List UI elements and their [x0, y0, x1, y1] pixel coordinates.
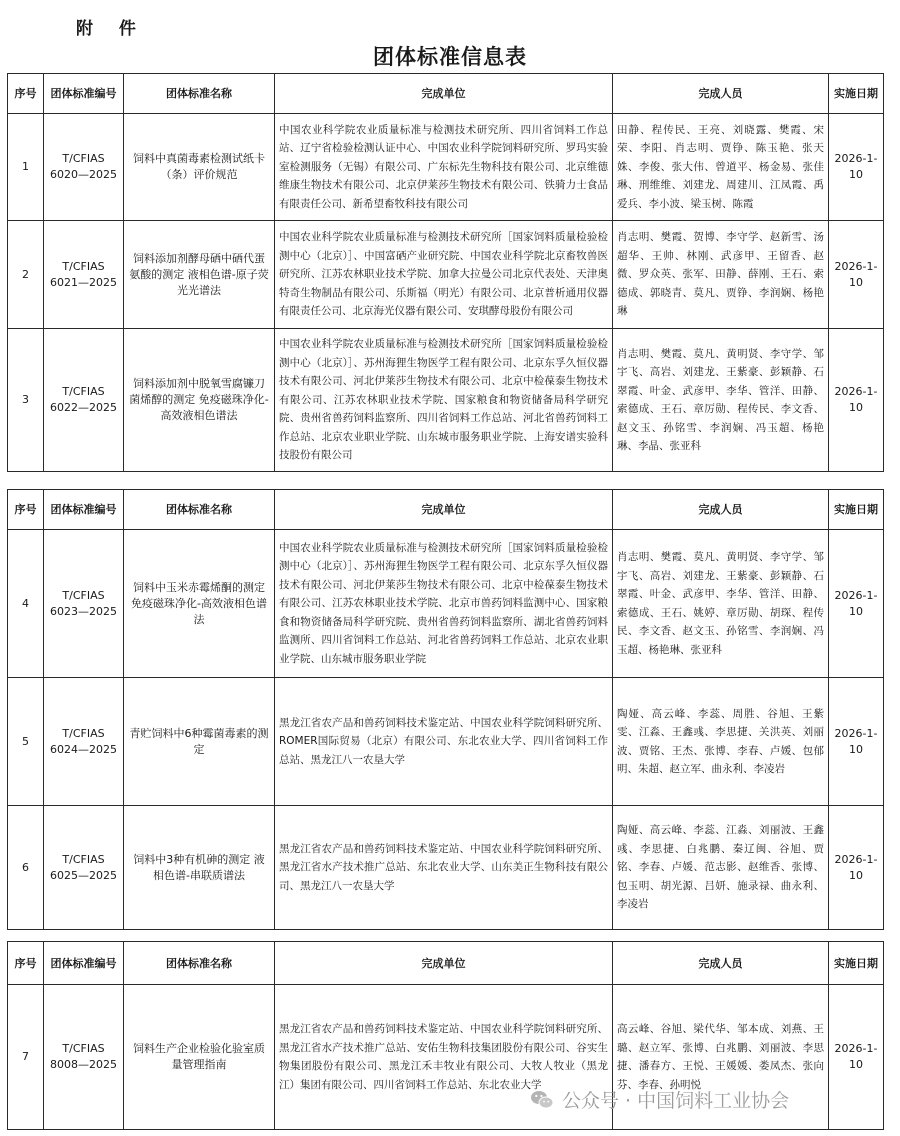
code-cell: T/CFIAS 6023—2025	[44, 530, 124, 678]
watermark-text: 公众号 · 中国饲料工业协会	[562, 1090, 790, 1112]
table-header-row	[8, 74, 884, 114]
date-cell: 2026-1-10	[829, 114, 884, 221]
seq-cell: 1	[8, 114, 44, 221]
code-cell: T/CFIAS 6020—2025	[44, 114, 124, 221]
seq-cell: 6	[8, 806, 44, 930]
header-people: 完成人员	[613, 490, 829, 530]
date-cell: 2026-1-10	[829, 678, 884, 806]
date-cell: 2026-1-10	[829, 985, 884, 1130]
annex-label: 附 件	[76, 19, 146, 39]
people-cell: 陶娅、高云峰、李蕊、周胜、谷旭、王紫雯、江淼、王鑫彧、李思捷、关洪英、刘丽波、贾铭、王杰、张博、李春、卢媛、包郁明、朱超、赵立军、曲永利、李凌岩	[613, 678, 829, 806]
name-cell: 饲料中3种有机砷的测定 液相色谱-串联质谱法	[124, 806, 275, 930]
people-cell: 田静、程传民、王亮、刘晓露、樊霞、宋荣、李阳、肖志明、贾铮、陈玉艳、张天姝、李俊、张大伟、曾道平、杨金易、张佳琳、刑维维、刘建龙、周建川、江凤霞、禹爱兵、李小波、梁玉树、陈霞	[613, 114, 829, 221]
seq-cell: 2	[8, 221, 44, 329]
date-cell: 2026-1-10	[829, 329, 884, 472]
units-cell: 黑龙江省农产品和兽药饲料技术鉴定站、中国农业科学院饲料研究所、黑龙江省水产技术推广总站、安佑生物科技集团股份有限公司、谷实生物集团股份有限公司、黑龙江禾丰牧业有限公司、大牧人牧业（黑龙江）集团有限公司、四川省饲料工作总站、东北农业大学	[275, 985, 613, 1130]
units-cell: 中国农业科学院农业质量标准与检测技术研究所、四川省饲料工作总站、辽宁省检验检测认证中心、中国农业科学院饲料研究所、罗玛实验室检测服务（无锡）有限公司、广东标先生物科技有限公司、北京维德维康生物技术有限公司、北京伊莱莎生物技术有限公司、铁骑力士食品有限责任公司、新希望畜牧科技有限公司	[275, 114, 613, 221]
code-cell: T/CFIAS 6024—2025	[44, 678, 124, 806]
name-cell: 饲料生产企业检验化验室质量管理指南	[124, 985, 275, 1130]
header-units: 完成单位	[275, 490, 613, 530]
name-cell: 饲料添加剂中脱氧雪腐镰刀菌烯醇的测定 免疫磁珠净化-高效液相色谱法	[124, 329, 275, 472]
people-cell: 高云峰、谷旭、梁代华、邹本成、刘燕、王璐、赵立军、张博、白兆鹏、刘丽波、李思捷、潘春方、王悦、王媛媛、娄凤杰、张向芬、李春、孙明悦	[613, 985, 829, 1130]
code-cell: T/CFIAS 6025—2025	[44, 806, 124, 930]
header-code: 团体标准编号	[44, 490, 124, 530]
header-date: 实施日期	[829, 490, 884, 530]
header-name: 团体标准名称	[124, 942, 275, 985]
people-cell: 肖志明、樊霞、莫凡、黄明贤、李守学、邹宇飞、高岩、刘建龙、王紫豪、彭颖静、石翠霞、叶金、武彦甲、李华、管洋、田静、索德成、王石、姚婷、章厉勋、胡琛、程传民、李文香、赵文玉、孙铭雪、李润娴、冯玉超、杨艳琳、张亚科	[613, 530, 829, 678]
people-cell: 肖志明、樊霞、莫凡、黄明贤、李守学、邹宇飞、高岩、刘建龙、王紫豪、彭颖静、石翠霞、叶金、武彦甲、李华、管洋、田静、索德成、王石、章厉勋、程传民、李文香、赵文玉、孙铭雪、李润娴、冯玉超、杨艳琳、李晶、张亚科	[613, 329, 829, 472]
header-people: 完成人员	[613, 942, 829, 985]
table-row	[8, 329, 884, 472]
standards-table	[7, 73, 884, 472]
seq-cell: 7	[8, 985, 44, 1130]
standards-table	[7, 489, 884, 930]
header-seq: 序号	[8, 490, 44, 530]
header-code: 团体标准编号	[44, 942, 124, 985]
table-header-row	[8, 942, 884, 985]
date-cell: 2026-1-10	[829, 221, 884, 329]
units-cell: 中国农业科学院农业质量标准与检测技术研究所［国家饲料质量检验检测中心（北京）］、苏州海狸生物医学工程有限公司、北京东孚久恒仪器技术有限公司、河北伊莱莎生物技术有限公司、北京中检葆泰生物技术有限公司、江苏农林职业技术学院、北京市兽药饲料监测中心、国家粮食和物资储备局科学研究院、贵州省兽药饲料监察所、湖北省兽药饲料监测所、四川省饲料工作总站、河北省兽药饲料工作总站、北京农业职业学院、山东城市服务职业学院	[275, 530, 613, 678]
header-seq: 序号	[8, 942, 44, 985]
name-cell: 饲料添加剂酵母硒中硒代蛋氨酸的测定 液相色谱-原子荧光光谱法	[124, 221, 275, 329]
name-cell: 饲料中玉米赤霉烯酮的测定 免疫磁珠净化-高效液相色谱法	[124, 530, 275, 678]
page-title: 团体标准信息表	[373, 45, 527, 69]
seq-cell: 4	[8, 530, 44, 678]
header-date: 实施日期	[829, 74, 884, 114]
people-cell: 陶娅、高云峰、李蕊、江淼、刘丽波、王鑫彧、李思捷、白兆鹏、秦辽闽、谷旭、贾铭、李春、卢媛、范志影、赵维香、张博、包玉明、胡光源、吕妍、施录禄、曲永利、李凌岩	[613, 806, 829, 930]
header-code: 团体标准编号	[44, 74, 124, 114]
table-row	[8, 678, 884, 806]
date-cell: 2026-1-10	[829, 530, 884, 678]
table-row	[8, 221, 884, 329]
header-date: 实施日期	[829, 942, 884, 985]
header-units: 完成单位	[275, 942, 613, 985]
code-cell: T/CFIAS 6021—2025	[44, 221, 124, 329]
table-row	[8, 114, 884, 221]
wechat-icon	[530, 1089, 554, 1111]
watermark	[530, 1086, 789, 1113]
code-cell: T/CFIAS 8008—2025	[44, 985, 124, 1130]
units-cell: 黑龙江省农产品和兽药饲料技术鉴定站、中国农业科学院饲料研究所、ROMER国际贸易（北京）有限公司、东北农业大学、四川省饲料工作总站、黑龙江八一农垦大学	[275, 678, 613, 806]
header-units: 完成单位	[275, 74, 613, 114]
table-row	[8, 806, 884, 930]
header-name: 团体标准名称	[124, 74, 275, 114]
seq-cell: 5	[8, 678, 44, 806]
units-cell: 黑龙江省农产品和兽药饲料技术鉴定站、中国农业科学院饲料研究所、黑龙江省水产技术推广总站、东北农业大学、山东美正生物科技有限公司、黑龙江八一农垦大学	[275, 806, 613, 930]
people-cell: 肖志明、樊霞、贺博、李守学、赵新雪、汤超华、王帅、林刚、武彦甲、王留香、赵微、罗众英、张军、田静、薛刚、王石、索德成、郭晓青、莫凡、贾铮、李润娴、杨艳琳	[613, 221, 829, 329]
table-header-row	[8, 490, 884, 530]
name-cell: 青贮饲料中6种霉菌毒素的测定	[124, 678, 275, 806]
header-name: 团体标准名称	[124, 490, 275, 530]
header-seq: 序号	[8, 74, 44, 114]
name-cell: 饲料中真菌毒素检测试纸卡（条）评价规范	[124, 114, 275, 221]
code-cell: T/CFIAS 6022—2025	[44, 329, 124, 472]
units-cell: 中国农业科学院农业质量标准与检测技术研究所［国家饲料质量检验检测中心（北京）］、中国富硒产业研究院、中国农业科学院北京畜牧兽医研究所、江苏农林职业技术学院、加拿大拉曼公司北京代表处、天津奥特奇生物制品有限公司、乐斯福（明光）有限公司、北京普析通用仪器有限责任公司、北京海光仪器有限公司、安琪酵母股份有限公司	[275, 221, 613, 329]
units-cell: 中国农业科学院农业质量标准与检测技术研究所［国家饲料质量检验检测中心（北京）］、苏州海狸生物医学工程有限公司、北京东孚久恒仪器技术有限公司、河北伊莱莎生物技术有限公司、北京中检葆泰生物技术有限公司、江苏农林职业技术学院、国家粮食和物资储备局科学研究院、贵州省兽药饲料监察所、四川省饲料工作总站、河北省兽药饲料工作总站、北京农业职业学院、山东城市服务职业学院、上海安谱实验科技股份有限公司	[275, 329, 613, 472]
date-cell: 2026-1-10	[829, 806, 884, 930]
header-people: 完成人员	[613, 74, 829, 114]
table-row	[8, 530, 884, 678]
seq-cell: 3	[8, 329, 44, 472]
